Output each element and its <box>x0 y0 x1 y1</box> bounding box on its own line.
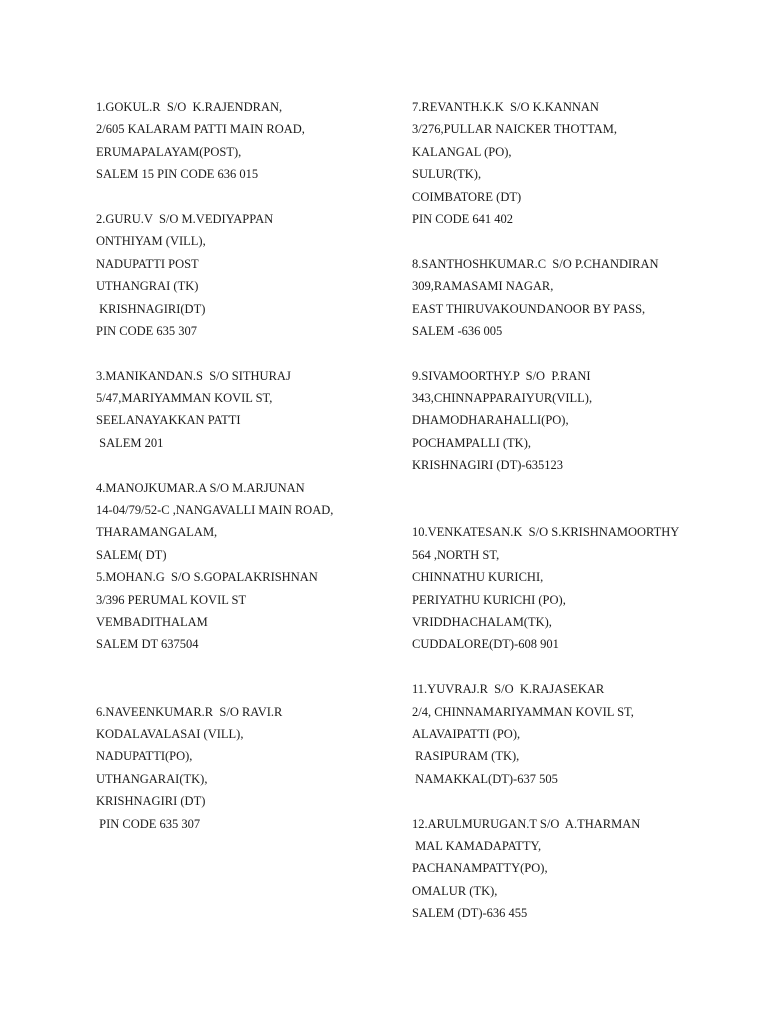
address-line: SEELANAYAKKAN PATTI <box>96 413 241 428</box>
address-line: NAMAKKAL(DT)-637 505 <box>412 771 558 786</box>
address-name-line: 5.MOHAN.G S/O S.GOPALAKRISHNAN <box>96 570 318 585</box>
address-line: 343,CHINNAPPARAIYUR(VILL), <box>412 391 593 406</box>
address-name-line: 3.MANIKANDAN.S S/O SITHURAJ <box>96 368 291 383</box>
address-line: EAST THIRUVAKOUNDANOOR BY PASS, <box>412 301 646 316</box>
address-line: OMALUR (TK), <box>412 883 498 898</box>
right-address-column <box>412 96 752 924</box>
address-line: 564 ,NORTH ST, <box>412 547 500 562</box>
address-line: NADUPATTI(PO), <box>96 749 193 764</box>
address-line: POCHAMPALLI (TK), <box>412 435 531 450</box>
address-line: 14-04/79/52-C ,NANGAVALLI MAIN ROAD, <box>96 503 334 518</box>
address-line: 2/4, CHINNAMARIYAMMAN KOVIL ST, <box>412 704 634 719</box>
address-name-line: 4.MANOJKUMAR.A S/O M.ARJUNAN <box>96 480 305 495</box>
spacer <box>412 477 752 499</box>
address-line: KRISHNAGIRI (DT) <box>96 794 206 809</box>
address-name-line: 7.REVANTH.K.K S/O K.KANNAN <box>412 100 599 114</box>
address-line: KRISHNAGIRI (DT)-635123 <box>412 458 564 473</box>
spacer <box>96 186 396 208</box>
address-entry <box>96 96 396 186</box>
address-name-line: 10.VENKATESAN.K S/O S.KRISHNAMOORTHY <box>412 525 680 540</box>
spacer <box>412 342 752 364</box>
address-entry <box>96 566 396 656</box>
address-line: 5/47,MARIYAMMAN KOVIL ST, <box>96 391 273 406</box>
address-entry <box>412 521 752 655</box>
address-name-line: 6.NAVEENKUMAR.R S/O RAVI.R <box>96 704 283 719</box>
spacer <box>96 342 396 364</box>
address-entry <box>412 678 752 790</box>
address-name-line: 2.GURU.V S/O M.VEDIYAPPAN <box>96 211 274 226</box>
address-line: KALANGAL (PO), <box>412 144 512 159</box>
address-entry <box>96 208 396 342</box>
address-name-line: 8.SANTHOSHKUMAR.C S/O P.CHANDIRAN <box>412 256 659 271</box>
address-name-line: 9.SIVAMOORTHY.P S/O P.RANI <box>412 368 591 383</box>
address-line: RASIPURAM (TK), <box>412 749 520 764</box>
left-address-column <box>96 96 396 835</box>
address-line: ERUMAPALAYAM(POST), <box>96 144 242 159</box>
address-line: 3/396 PERUMAL KOVIL ST <box>96 592 247 607</box>
address-entry <box>412 365 752 477</box>
address-line: PIN CODE 635 307 <box>96 816 201 831</box>
address-line: PIN CODE 641 402 <box>412 211 514 226</box>
address-entry <box>96 365 396 455</box>
address-line: SALEM -636 005 <box>412 323 503 338</box>
address-line: 309,RAMASAMI NAGAR, <box>412 279 554 294</box>
spacer <box>412 790 752 812</box>
address-line: VEMBADITHALAM <box>96 614 208 629</box>
address-line: SULUR(TK), <box>412 167 482 182</box>
address-entry <box>96 701 396 835</box>
address-name-line: 1.GOKUL.R S/O K.RAJENDRAN, <box>96 100 283 114</box>
address-line: CHINNATHU KURICHI, <box>412 570 544 585</box>
spacer <box>96 678 396 700</box>
address-line: ALAVAIPATTI (PO), <box>412 726 521 741</box>
address-line: DHAMODHARAHALLI(PO), <box>412 413 569 428</box>
address-line: PACHANAMPATTY(PO), <box>412 861 548 876</box>
address-line: KRISHNAGIRI(DT) <box>96 301 206 316</box>
spacer <box>412 499 752 521</box>
address-line: 3/276,PULLAR NAICKER THOTTAM, <box>412 122 618 137</box>
address-line: SALEM 201 <box>96 435 164 450</box>
address-line: CUDDALORE(DT)-608 901 <box>412 637 559 652</box>
address-line: VRIDDHACHALAM(TK), <box>412 614 552 629</box>
address-line: PERIYATHU KURICHI (PO), <box>412 592 566 607</box>
address-entry <box>412 253 752 343</box>
address-entry <box>412 813 752 925</box>
address-line: NADUPATTI POST <box>96 256 199 271</box>
spacer <box>412 656 752 678</box>
address-entry <box>412 96 752 230</box>
address-line: MAL KAMADAPATTY, <box>412 838 542 853</box>
spacer <box>412 230 752 252</box>
address-line: SALEM( DT) <box>96 547 167 562</box>
address-line: THARAMANGALAM, <box>96 525 218 540</box>
spacer <box>96 656 396 678</box>
address-line: ONTHIYAM (VILL), <box>96 234 206 249</box>
address-line: SALEM (DT)-636 455 <box>412 906 528 921</box>
address-line: PIN CODE 635 307 <box>96 323 198 338</box>
address-name-line: 12.ARULMURUGAN.T S/O A.THARMAN <box>412 816 641 831</box>
address-line: 2/605 KALARAM PATTI MAIN ROAD, <box>96 122 305 137</box>
address-name-line: 11.YUVRAJ.R S/O K.RAJASEKAR <box>412 682 605 697</box>
address-line: SALEM DT 637504 <box>96 637 199 652</box>
address-line: UTHANGARAI(TK), <box>96 771 208 786</box>
address-line: COIMBATORE (DT) <box>412 189 522 204</box>
address-line: KODALAVALASAI (VILL), <box>96 726 244 741</box>
address-entry <box>96 477 396 567</box>
address-line: SALEM 15 PIN CODE 636 015 <box>96 167 259 182</box>
address-line: UTHANGRAI (TK) <box>96 279 199 294</box>
spacer <box>96 454 396 476</box>
